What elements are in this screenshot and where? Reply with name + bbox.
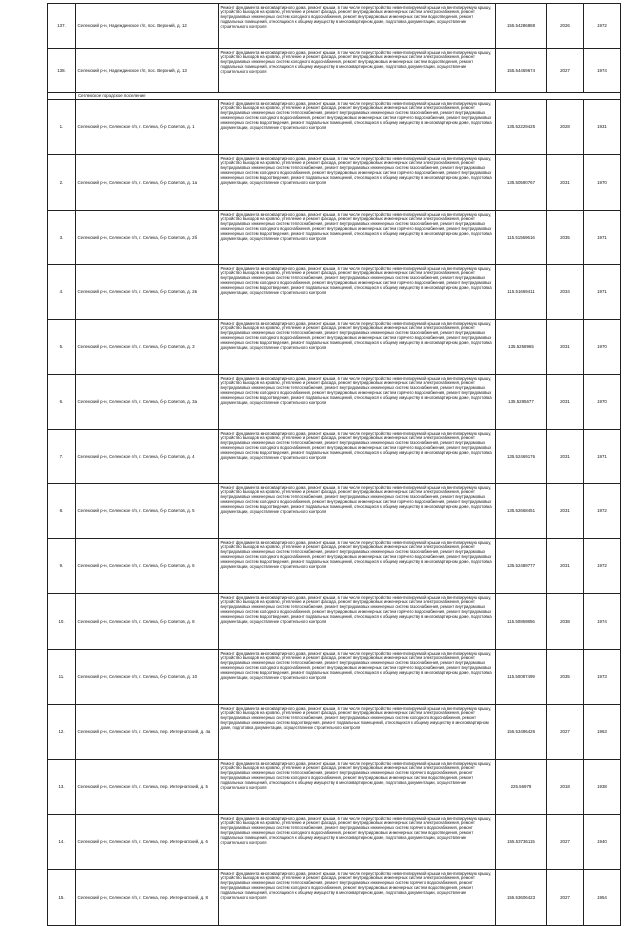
table-row: [48, 320, 621, 375]
row-works: Ремонт фундамента многоквартирного дома, ремонт крыши, в том числе переустройство невентилируемой крыши на вентилируемую крышу, устройство выходов на кровлю, утепление и ремонт фасада, ремонт внутридомовых инженерных систем электроснабжения, ремонт внутридомовых инженерных систем теплоснабжения, ремонт внутридомовых инженерных систем газоснабжения, ремонт внутридомовых инженерных систем холодного водоснабжения, ремонт внутридомовых инженерных систем горячего водоснабжения, ремонт внутридомовых инженерных систем водоотведения, ремонт подвальных помещений, относящихся к общему имуществу в многоквартирном доме, подготовка документации, осуществление строительного контроля: [219, 650, 496, 705]
row-number: 2.: [48, 155, 76, 211]
row-works: Ремонт фундамента многоквартирного дома, ремонт крыши, в том числе переустройство невентилируемой крыши на вентилируемую крышу, устройство выходов на кровлю, утепление и ремонт фасада, ремонт внутридомовых инженерных систем электроснабжения, ремонт внутридомовых инженерных систем теплоснабжения, ремонт внутридомовых инженерных систем горячего водоснабжения, ремонт внутридомовых инженерных систем холодного водоснабжения, ремонт внутридомовых инженерных систем водоотведения, ремонт подвальных помещений, относящихся к общему имуществу в многоквартирном доме, подготовка документации, осуществление строительного контроля: [219, 815, 496, 870]
row-built-year: 1938: [584, 760, 621, 815]
row-number: 15.: [48, 870, 76, 926]
row-area: 135.5258965: [496, 320, 547, 375]
row-number: 8.: [48, 484, 76, 539]
row-year: 2031: [547, 155, 584, 211]
row-year: 2027: [547, 49, 584, 93]
row-number: 1.: [48, 100, 76, 155]
repair-program-table: [47, 3, 621, 926]
row-number: 11.: [48, 650, 76, 705]
row-built-year: 1974: [584, 594, 621, 650]
row-area: 155.53606423: [496, 870, 547, 926]
table-row: [48, 594, 621, 650]
row-built-year: 1970: [584, 375, 621, 430]
row-address: Селекский р-н, Селекское г/п, г. Селека, б-р Советов, д. 3: [76, 320, 219, 375]
table-row: [48, 4, 621, 49]
row-address: Селекский р-н, Селекское г/п, г. Селека, пер. Интернатский, д. 5: [76, 760, 219, 815]
row-built-year: 1970: [584, 320, 621, 375]
row-built-year: 1963: [584, 705, 621, 760]
table-row: [48, 100, 621, 155]
row-works: Ремонт фундамента многоквартирного дома, ремонт крыши, в том числе переустройство невентилируемой крыши на вентилируемую крышу, устройство выходов на кровлю, утепление и ремонт фасада, ремонт внутридомовых инженерных систем электроснабжения, ремонт внутридомовых инженерных систем холодного водоснабжения, ремонт внутридомовых инженерных систем водоотведения, ремонт подвальных помещений, относящихся к общему имуществу в многоквартирном доме, подготовка документации, осуществление строительного контроля: [219, 4, 496, 49]
row-area: 135.50590767: [496, 155, 547, 211]
row-address: Селекский р-н, Надеждинское г/п, пос. Верхний, д. 13: [76, 49, 219, 93]
row-number: 13.: [48, 760, 76, 815]
table-row: [48, 760, 621, 815]
row-works: Ремонт фундамента многоквартирного дома, ремонт крыши, в том числе переустройство невентилируемой крыши на вентилируемую крышу, устройство выходов на кровлю, утепление и ремонт фасада, ремонт внутридомовых инженерных систем электроснабжения, ремонт внутридомовых инженерных систем теплоснабжения, ремонт внутридомовых инженерных систем газоснабжения, ремонт внутридомовых инженерных систем холодного водоснабжения, ремонт внутридомовых инженерных систем горячего водоснабжения, ремонт внутридомовых инженерных систем водоотведения, ремонт подвальных помещений, относящихся к общему имуществу в многоквартирном доме, подготовка документации, осуществление строительного контроля: [219, 320, 496, 375]
row-address: Селекский р-н, Селекское г/п, г. Селека, пер. Интернатский, д. 8: [76, 870, 219, 926]
table-row: [48, 705, 621, 760]
table-body: [48, 4, 621, 926]
row-works: Ремонт фундамента многоквартирного дома, ремонт крыши, в том числе переустройство невентилируемой крыши на вентилируемую крышу, устройство выходов на кровлю, утепление и ремонт фасада, ремонт внутридомовых инженерных систем электроснабжения, ремонт внутридомовых инженерных систем теплоснабжения, ремонт внутридомовых инженерных систем газоснабжения, ремонт внутридомовых инженерных систем холодного водоснабжения, ремонт внутридомовых инженерных систем горячего водоснабжения, ремонт внутридомовых инженерных систем водоотведения, ремонт подвальных помещений, относящихся к общему имуществу в многоквартирном доме, подготовка документации, осуществление строительного контроля: [219, 100, 496, 155]
table-row: [48, 265, 621, 320]
row-number: 137.: [48, 4, 76, 49]
row-built-year: 1971: [584, 265, 621, 320]
row-year: 2035: [547, 650, 584, 705]
row-address: Селекский р-н, Селекское г/п, г. Селека, б-р Советов, д. 1: [76, 100, 219, 155]
row-number: 4.: [48, 265, 76, 320]
row-year: 2031: [547, 320, 584, 375]
row-address: Селекский р-н, Селекское г/п, г. Селека, б-р Советов, д. 2б: [76, 211, 219, 265]
row-year: 2028: [547, 100, 584, 155]
row-built-year: 1971: [584, 211, 621, 265]
row-number: 138.: [48, 49, 76, 93]
row-number: 3.: [48, 211, 76, 265]
row-year: 2031: [547, 484, 584, 539]
row-built-year: 1971: [584, 430, 621, 484]
row-address: Селекский р-н, Надеждинское г/п, пос. Верхний, д. 12: [76, 4, 219, 49]
row-year: 2031: [547, 430, 584, 484]
table-row: [48, 430, 621, 484]
row-works: Ремонт фундамента многоквартирного дома, ремонт крыши, в том числе переустройство невентилируемой крыши на вентилируемую крышу, устройство выходов на кровлю, утепление и ремонт фасада, ремонт внутридомовых инженерных систем электроснабжения, ремонт внутридомовых инженерных систем теплоснабжения, ремонт внутридомовых инженерных систем газоснабжения, ремонт внутридомовых инженерных систем холодного водоснабжения, ремонт внутридомовых инженерных систем горячего водоснабжения, ремонт внутридомовых инженерных систем водоотведения, ремонт подвальных помещений, относящихся к общему имуществу в многоквартирном доме, подготовка документации, осуществление строительного контроля: [219, 155, 496, 211]
row-address: Селекский р-н, Селекское г/п, г. Селека, б-р Советов, д. 2в: [76, 265, 219, 320]
row-area: 135.52469176: [496, 430, 547, 484]
row-works: Ремонт фундамента многоквартирного дома, ремонт крыши, в том числе переустройство невентилируемой крыши на вентилируемую крышу, устройство выходов на кровлю, утепление и ремонт фасада, ремонт внутридомовых инженерных систем электроснабжения, ремонт внутридомовых инженерных систем теплоснабжения, ремонт внутридомовых инженерных систем газоснабжения, ремонт внутридомовых инженерных систем холодного водоснабжения, ремонт внутридомовых инженерных систем горячего водоснабжения, ремонт внутридомовых инженерных систем водоотведения, ремонт подвальных помещений, относящихся к общему имуществу в многоквартирном доме, подготовка документации, осуществление строительного контроля: [219, 430, 496, 484]
row-works: Ремонт фундамента многоквартирного дома, ремонт крыши, в том числе переустройство невентилируемой крыши на вентилируемую крышу, устройство выходов на кровлю, утепление и ремонт фасада, ремонт внутридомовых инженерных систем электроснабжения, ремонт внутридомовых инженерных систем теплоснабжения, ремонт внутридомовых инженерных систем газоснабжения, ремонт внутридомовых инженерных систем холодного водоснабжения, ремонт внутридомовых инженерных систем горячего водоснабжения, ремонт внутридомовых инженерных систем водоотведения, ремонт подвальных помещений, относящихся к общему имуществу в многоквартирном доме, подготовка документации, осуществление строительного контроля: [219, 211, 496, 265]
row-area: 115.51669411: [496, 265, 547, 320]
row-area: 115.51569616: [496, 211, 547, 265]
row-built-year: 1973: [584, 650, 621, 705]
table-row: [48, 539, 621, 594]
row-year: 2038: [547, 594, 584, 650]
section-number-cell: [48, 93, 76, 100]
row-built-year: 1970: [584, 155, 621, 211]
table-row: [48, 484, 621, 539]
table-row: [48, 211, 621, 265]
row-built-year: 1972: [584, 484, 621, 539]
row-year: 2026: [547, 4, 584, 49]
row-number: 9.: [48, 539, 76, 594]
row-area: 155.53496426: [496, 705, 547, 760]
table-row: [48, 870, 621, 926]
row-address: Селекский р-н, Селекское г/п, г. Селека, пер. Интернатский, д. 6: [76, 815, 219, 870]
row-address: Селекский р-н, Селекское г/п, г. Селека, б-р Советов, д. 5: [76, 484, 219, 539]
section-row: [48, 93, 621, 100]
row-built-year: 1972: [584, 4, 621, 49]
row-area: 135.5285677: [496, 375, 547, 430]
row-address: Селекский р-н, Селекское г/п, г. Селека, б-р Советов, д. 6: [76, 539, 219, 594]
row-built-year: 1940: [584, 815, 621, 870]
row-year: 2034: [547, 265, 584, 320]
row-area: 135.52229425: [496, 100, 547, 155]
row-area: 155.54469674: [496, 49, 547, 93]
table-row: [48, 650, 621, 705]
row-year: 2027: [547, 705, 584, 760]
row-address: Селекский р-н, Селекское г/п, г. Селека, б-р Советов, д. 1а: [76, 155, 219, 211]
row-works: Ремонт фундамента многоквартирного дома, ремонт крыши, в том числе переустройство невентилируемой крыши на вентилируемую крышу, устройство выходов на кровлю, утепление и ремонт фасада, ремонт внутридомовых инженерных систем электроснабжения, ремонт внутридомовых инженерных систем теплоснабжения, ремонт внутридомовых инженерных систем газоснабжения, ремонт внутридомовых инженерных систем холодного водоснабжения, ремонт внутридомовых инженерных систем горячего водоснабжения, ремонт внутридомовых инженерных систем водоотведения, ремонт подвальных помещений, относящихся к общему имуществу в многоквартирном доме, подготовка документации, осуществление строительного контроля: [219, 594, 496, 650]
row-address: Селекский р-н, Селекское г/п, г. Селека, б-р Советов, д. 3а: [76, 375, 219, 430]
row-year: 2031: [547, 539, 584, 594]
row-works: Ремонт фундамента многоквартирного дома, ремонт крыши, в том числе переустройство невентилируемой крыши на вентилируемую крышу, устройство выходов на кровлю, утепление и ремонт фасада, ремонт внутридомовых инженерных систем электроснабжения, ремонт внутридомовых инженерных систем теплоснабжения, ремонт внутридомовых инженерных систем горячего водоснабжения, ремонт внутридомовых инженерных систем холодного водоснабжения, ремонт внутридомовых инженерных систем водоотведения, ремонт подвальных помещений, относящихся к общему имуществу в многоквартирном доме, подготовка документации, осуществление строительного контроля: [219, 870, 496, 926]
row-address: Селекский р-н, Селекское г/п, г. Селека, пер. Интернатский, д. 4а: [76, 705, 219, 760]
row-area: 155.54286888: [496, 4, 547, 49]
row-area: 225.56979: [496, 760, 547, 815]
row-address: Селекский р-н, Селекское г/п, г. Селека, б-р Советов, д. 8: [76, 594, 219, 650]
row-built-year: 1931: [584, 100, 621, 155]
row-address: Селекский р-н, Селекское г/п, г. Селека, б-р Советов, д. 10: [76, 650, 219, 705]
row-works: Ремонт фундамента многоквартирного дома, ремонт крыши, в том числе переустройство невентилируемой крыши на вентилируемую крышу, устройство выходов на кровлю, утепление и ремонт фасада, ремонт внутридомовых инженерных систем электроснабжения, ремонт внутридомовых инженерных систем теплоснабжения, ремонт внутридомовых инженерных систем газоснабжения, ремонт внутридомовых инженерных систем холодного водоснабжения, ремонт внутридомовых инженерных систем горячего водоснабжения, ремонт внутридомовых инженерных систем водоотведения, ремонт подвальных помещений, относящихся к общему имуществу в многоквартирном доме, подготовка документации, осуществление строительного контроля: [219, 484, 496, 539]
row-number: 12.: [48, 705, 76, 760]
row-works: Ремонт фундамента многоквартирного дома, ремонт крыши, в том числе переустройство невентилируемой крыши на вентилируемую крышу, устройство выходов на кровлю, утепление и ремонт фасада, ремонт внутридомовых инженерных систем электроснабжения, ремонт внутридомовых инженерных систем теплоснабжения, ремонт внутридомовых инженерных систем газоснабжения, ремонт внутридомовых инженерных систем холодного водоснабжения, ремонт внутридомовых инженерных систем горячего водоснабжения, ремонт внутридомовых инженерных систем водоотведения, ремонт подвальных помещений, относящихся к общему имуществу в многоквартирном доме, подготовка документации, осуществление строительного контроля: [219, 539, 496, 594]
row-area: 115.50087499: [496, 650, 547, 705]
row-year: 2035: [547, 211, 584, 265]
row-works: Ремонт фундамента многоквартирного дома, ремонт крыши, в том числе переустройство невентилируемой крыши на вентилируемую крышу, устройство выходов на кровлю, утепление и ремонт фасада, ремонт внутридомовых инженерных систем электроснабжения, ремонт внутридомовых инженерных систем холодного водоснабжения, ремонт внутридомовых инженерных систем водоотведения, ремонт подвальных помещений, относящихся к общему имуществу в многоквартирном доме, подготовка документации, осуществление строительного контроля: [219, 49, 496, 93]
row-year: 2027: [547, 815, 584, 870]
row-year: 2018: [547, 760, 584, 815]
row-built-year: 1972: [584, 539, 621, 594]
row-built-year: 1954: [584, 870, 621, 926]
row-works: Ремонт фундамента многоквартирного дома, ремонт крыши, в том числе переустройство невентилируемой крыши на вентилируемую крышу, устройство выходов на кровлю, утепление и ремонт фасада, ремонт внутридомовых инженерных систем электроснабжения, ремонт внутридомовых инженерных систем теплоснабжения, ремонт внутридомовых инженерных систем горячего водоснабжения, ремонт внутридомовых инженерных систем холодного водоснабжения, ремонт внутридомовых инженерных систем водоотведения, ремонт подвальных помещений, относящихся к общему имуществу в многоквартирном доме, подготовка документации, осуществление строительного контроля: [219, 760, 496, 815]
row-area: 115.50869856: [496, 594, 547, 650]
row-works: Ремонт фундамента многоквартирного дома, ремонт крыши, в том числе переустройство невентилируемой крыши на вентилируемую крышу, устройство выходов на кровлю, утепление и ремонт фасада, ремонт внутридомовых инженерных систем электроснабжения, ремонт внутридомовых инженерных систем теплоснабжения, ремонт внутридомовых инженерных систем газоснабжения, ремонт внутридомовых инженерных систем холодного водоснабжения, ремонт внутридомовых инженерных систем горячего водоснабжения, ремонт внутридомовых инженерных систем водоотведения, ремонт подвальных помещений, относящихся к общему имуществу в многоквартирном доме, подготовка документации, осуществление строительного контроля: [219, 375, 496, 430]
section-label: Сеглекское городское поселение: [76, 93, 621, 100]
row-number: 6.: [48, 375, 76, 430]
row-number: 7.: [48, 430, 76, 484]
row-area: 155.53736115: [496, 815, 547, 870]
row-built-year: 1974: [584, 49, 621, 93]
table-row: [48, 815, 621, 870]
row-number: 5.: [48, 320, 76, 375]
row-area: 135.52489777: [496, 539, 547, 594]
table-row: [48, 155, 621, 211]
row-works: Ремонт фундамента многоквартирного дома, ремонт крыши, в том числе переустройство невентилируемой крыши на вентилируемую крышу, устройство выходов на кровлю, утепление и ремонт фасада, ремонт внутридомовых инженерных систем электроснабжения, ремонт внутридомовых инженерных систем теплоснабжения, ремонт внутридомовых инженерных систем газоснабжения, ремонт внутридомовых инженерных систем холодного водоснабжения, ремонт внутридомовых инженерных систем горячего водоснабжения, ремонт внутридомовых инженерных систем водоотведения, ремонт подвальных помещений, относящихся к общему имуществу в многоквартирном доме, подготовка документации, осуществление строительного контроля: [219, 265, 496, 320]
row-address: Селекский р-н, Селекское г/п, г. Селека, б-р Советов, д. 4: [76, 430, 219, 484]
table-row: [48, 375, 621, 430]
row-year: 2031: [547, 375, 584, 430]
row-year: 2027: [547, 870, 584, 926]
row-works: Ремонт фундамента многоквартирного дома, ремонт крыши, в том числе переустройство невентилируемой крыши на вентилируемую крышу, устройство выходов на кровлю, утепление и ремонт фасада, ремонт внутридомовых инженерных систем электроснабжения, ремонт внутридомовых инженерных систем теплоснабжения, ремонт внутридомовых инженерных систем холодного водоснабжения, ремонт внутридомовых инженерных систем водоотведения, ремонт подвальных помещений, относящихся к общему имуществу в многоквартирном доме, подготовка документации, осуществление строительного контроля: [219, 705, 496, 760]
table-row: [48, 49, 621, 93]
row-area: 135.52668451: [496, 484, 547, 539]
row-number: 14.: [48, 815, 76, 870]
row-number: 10.: [48, 594, 76, 650]
